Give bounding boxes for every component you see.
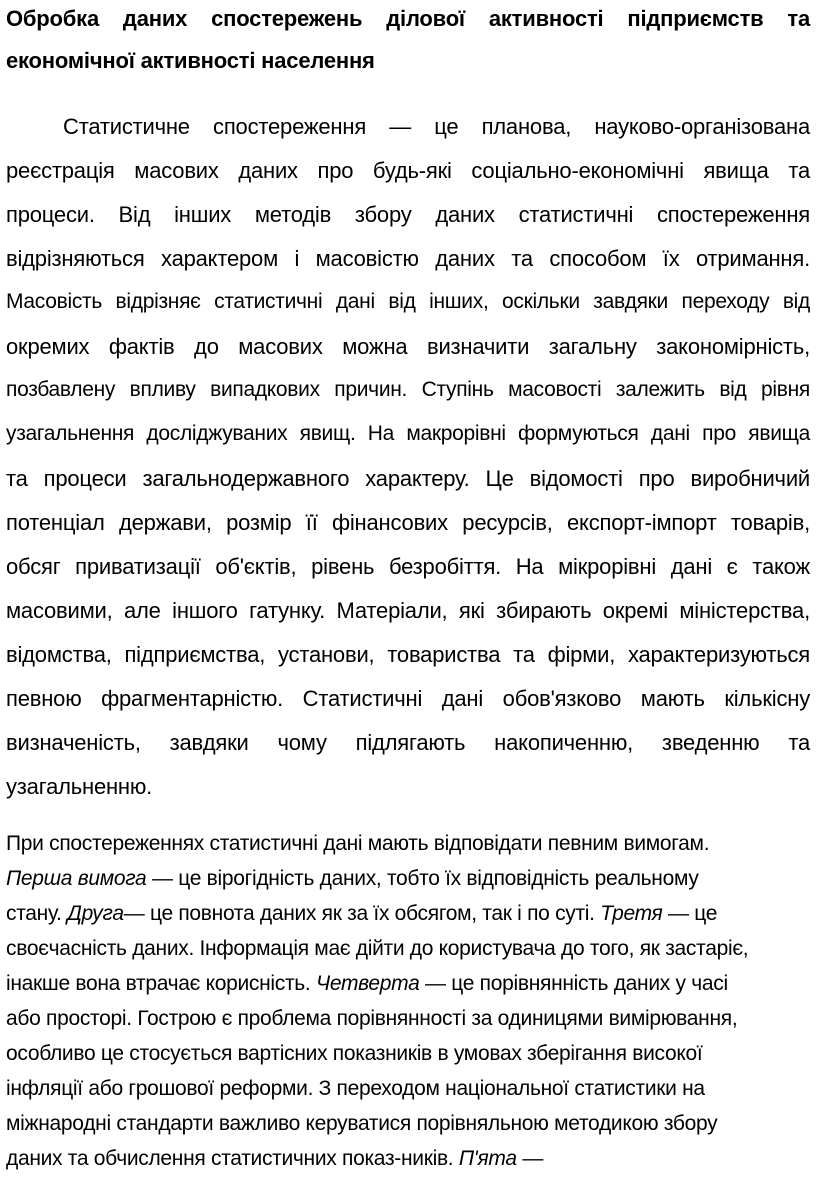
paragraph-1-line: окремих фактів до масових можна визначити загальну закономірність, xyxy=(6,334,810,359)
paragraph-2-text: — це xyxy=(662,902,718,925)
paragraph-2-line: своєчасність даних. Інформація має дійти до користувача до того, як застаріє, xyxy=(6,937,749,960)
paragraph-2-line: міжнародні стандарти важливо керуватися порівняльною методикою збору xyxy=(6,1112,718,1135)
paragraph-2-line xyxy=(6,902,810,926)
paragraph-2-text: стану. xyxy=(6,902,68,925)
emphasis-second-requirement: Друга xyxy=(67,902,124,925)
paragraph-1-line: процеси. Від інших методів збору даних статистичні спостереження xyxy=(6,202,810,227)
paragraph-2-text: — це вірогідність даних, тобто їх відповідність реальному xyxy=(146,867,699,890)
section-title-line-2: економічної активності населення xyxy=(6,48,375,73)
section-title-line-1: Обробка даних спостережень ділової активності підприємств та xyxy=(6,6,810,31)
paragraph-2-line xyxy=(6,972,810,996)
paragraph-1-line: Масовість відрізняє статистичні дані від інших, оскільки завдяки переходу від xyxy=(6,290,810,313)
paragraph-2-line: При спостереженнях статистичні дані мають відповідати певним вимогам. xyxy=(6,832,710,855)
paragraph-1-line: узагальненню. xyxy=(6,774,153,799)
paragraph-1-line: відомства, підприємства, установи, товариства та фірми, характеризуються xyxy=(6,642,810,667)
paragraph-1-line: потенціал держави, розмір її фінансових ресурсів, експорт-імпорт товарів, xyxy=(6,510,810,535)
paragraph-1-line: відрізняються характером і масовістю даних та способом їх отримання. xyxy=(6,246,810,271)
paragraph-1-line: та процеси загальнодержавного характеру. Це відомості про виробничий xyxy=(6,466,810,491)
emphasis-fourth-requirement: Четверта xyxy=(315,972,420,995)
emphasis-first-requirement: Перша вимога xyxy=(6,867,147,890)
paragraph-1-line: певною фрагментарністю. Статистичні дані обов'язково мають кількісну xyxy=(6,686,810,711)
paragraph-1-line: узагальнення досліджуваних явищ. На макрорівні формуються дані про явища xyxy=(6,422,810,445)
paragraph-1-line: реєстрація масових даних про будь-які соціально-економічні явища та xyxy=(6,158,810,183)
paragraph-2-line xyxy=(6,867,810,891)
paragraph-2-text: — це повнота даних як за їх обсягом, так і по суті. xyxy=(123,902,601,925)
paragraph-2-line xyxy=(6,1147,810,1171)
paragraph-1-line: Статистичне спостереження — це планова, науково-організована xyxy=(63,114,810,139)
paragraph-1-line: визначеність, завдяки чому підлягають накопиченню, зведенню та xyxy=(6,730,810,755)
paragraph-2-line: інфляції або грошової реформи. З переходом національної статистики на xyxy=(6,1077,705,1100)
paragraph-1-line: масовими, але іншого гатунку. Матеріали, які збирають окремі міністерства, xyxy=(6,598,810,623)
paragraph-2-text: — xyxy=(516,1147,544,1170)
paragraph-1-line: позбавлену впливу випадкових причин. Ступінь масовості залежить від рівня xyxy=(6,378,810,401)
emphasis-third-requirement: Третя xyxy=(600,902,663,925)
paragraph-1-line: обсяг приватизації об'єктів, рівень безробіття. На мікрорівні дані є також xyxy=(6,554,810,579)
paragraph-2-line: особливо це стосується вартісних показників в умовах зберігання високої xyxy=(6,1042,703,1065)
paragraph-2-text: — це порівнянність даних у часі xyxy=(419,972,728,995)
paragraph-2-line: або просторі. Гострою є проблема порівнянності за одиницями вимірювання, xyxy=(6,1007,738,1030)
paragraph-2-text: інакше вона втрачає корисність. xyxy=(6,972,316,995)
paragraph-2-text: даних та обчислення статистичних показ-ників. xyxy=(6,1147,459,1170)
emphasis-fifth-requirement: П'ята xyxy=(458,1147,517,1170)
